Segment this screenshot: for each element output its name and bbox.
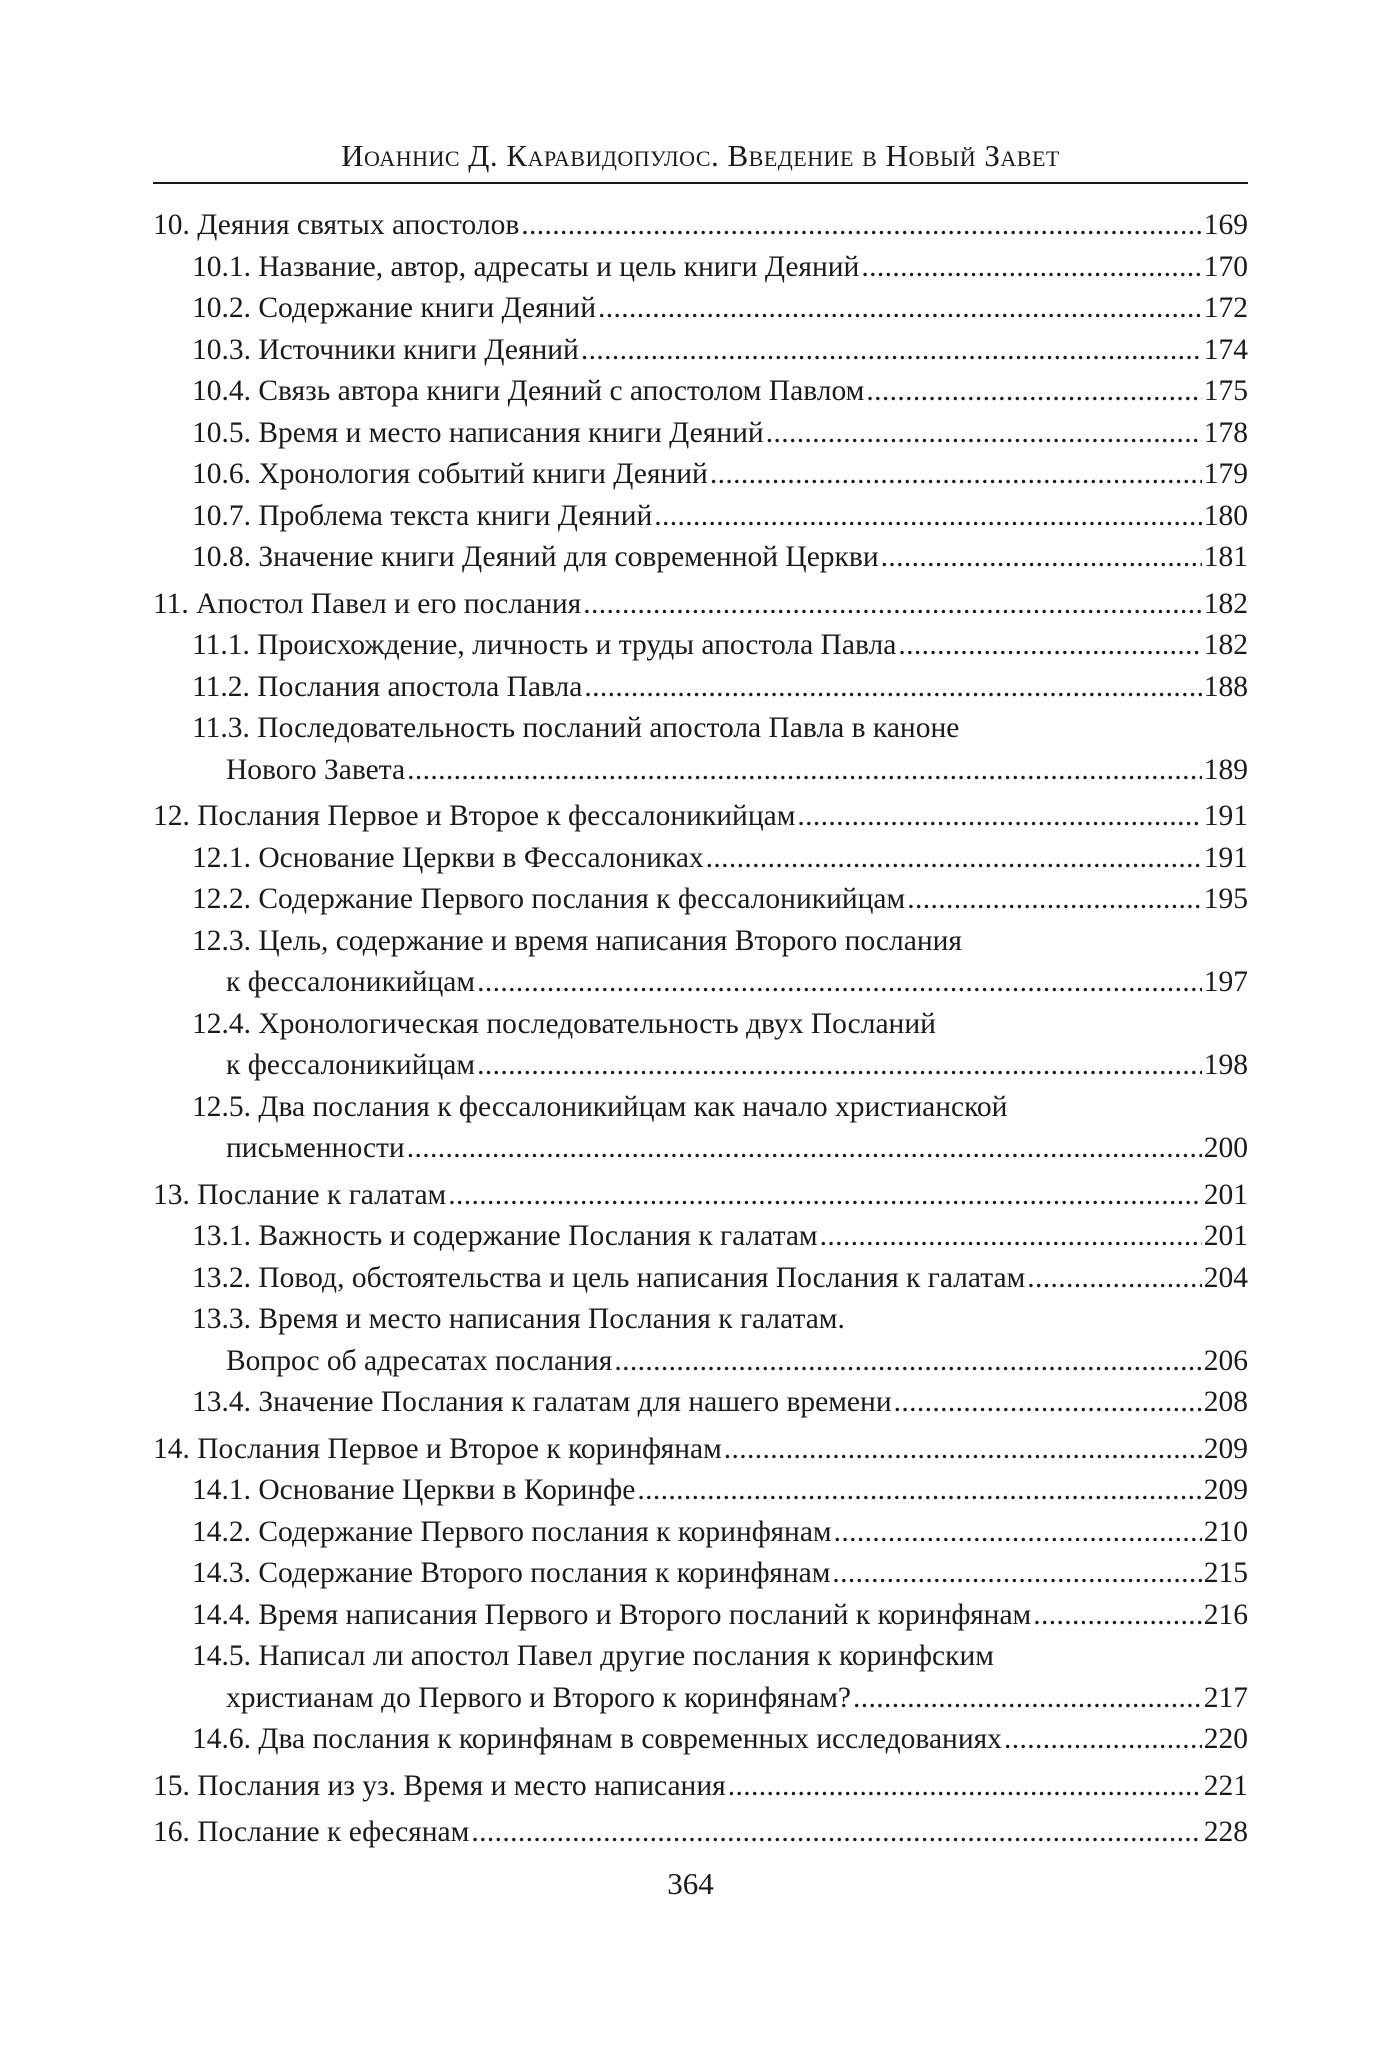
toc-section-title: 11.3. Последовательность посланий апостола Павла в каноне xyxy=(192,712,960,744)
dot-leader xyxy=(637,1470,1201,1512)
toc-section-entry xyxy=(153,708,1248,791)
dot-leader xyxy=(797,796,1201,838)
toc-chapter-title: 10. Деяния святых апостолов xyxy=(153,209,520,241)
toc-section-entry xyxy=(153,454,1248,496)
toc-section-title: 14.4. Время написания Первого и Второго посланий к коринфянам xyxy=(192,1598,1032,1631)
toc-chapter-entry xyxy=(153,1766,1248,1808)
toc-chapter xyxy=(153,1766,1248,1808)
toc-page-number: 206 xyxy=(1203,1344,1248,1377)
toc-section-title: 12.1. Основание Церкви в Фессалониках xyxy=(192,841,704,874)
toc-page-number: 209 xyxy=(1203,1432,1248,1465)
toc-section-title: 14.2. Содержание Первого послания к коринфянам xyxy=(192,1515,832,1548)
toc-page-number: 197 xyxy=(1203,966,1248,998)
toc-page-number: 169 xyxy=(1203,209,1248,241)
toc-page-number: 215 xyxy=(1203,1557,1248,1589)
running-header: Иоаннис Д. Каравидопулос. Введение в Новый Завет xyxy=(341,138,1060,173)
dot-leader xyxy=(881,537,1202,579)
toc-section-title: 11.1. Происхождение, личность и труды апостола Павла xyxy=(192,629,897,661)
toc-section-entry xyxy=(153,371,1248,413)
toc-section-entry xyxy=(153,288,1248,330)
toc-chapter-entry xyxy=(153,584,1248,626)
toc-section-title: 10.7. Проблема текста книги Деяний xyxy=(192,499,653,532)
toc-chapter-entry xyxy=(153,1175,1248,1217)
toc-page-number: 191 xyxy=(1203,800,1248,832)
toc-page-number: 198 xyxy=(1203,1049,1248,1081)
dot-leader xyxy=(407,1128,1202,1170)
toc-section-entry xyxy=(153,1719,1248,1761)
toc-page-number: 174 xyxy=(1203,333,1248,366)
toc-section-title: 10.2. Содержание книги Деяний xyxy=(192,292,596,324)
toc-section-entry xyxy=(153,1553,1248,1595)
toc-page-number: 209 xyxy=(1203,1474,1248,1506)
toc-section-entry xyxy=(153,537,1248,579)
dot-leader xyxy=(834,1512,1202,1554)
toc-chapter-title: 11. Апостол Павел и его послания xyxy=(153,587,582,620)
toc-section-title: 10.5. Время и место написания книги Деяний xyxy=(192,416,764,449)
dot-leader xyxy=(477,962,1202,1004)
toc-page-number: 179 xyxy=(1203,458,1248,490)
toc-section-entry xyxy=(153,921,1248,1004)
dot-leader xyxy=(581,330,1202,372)
toc-chapter xyxy=(153,1429,1248,1761)
dot-leader xyxy=(724,1429,1202,1471)
toc-page-number: 188 xyxy=(1203,670,1248,703)
toc-section-entry xyxy=(153,625,1248,667)
toc-section-entry xyxy=(153,413,1248,455)
toc-page-number: 170 xyxy=(1203,250,1248,283)
toc-section-title: 13.2. Повод, обстоятельства и цель написания Послания к галатам xyxy=(192,1261,1026,1294)
toc-section-title: Нового Завета xyxy=(226,753,406,786)
toc-page-number: 210 xyxy=(1203,1515,1248,1548)
toc-section-title: 14.1. Основание Церкви в Коринфе xyxy=(192,1474,636,1506)
dot-leader xyxy=(584,667,1201,709)
toc-section-entry xyxy=(153,1299,1248,1382)
toc-chapter-title: 13. Послание к галатам xyxy=(153,1178,447,1211)
toc-page-number: 178 xyxy=(1203,416,1248,449)
toc-section-entry xyxy=(153,330,1248,372)
toc-section-title: 10.4. Связь автора книги Деяний с апостолом Павлом xyxy=(192,375,865,407)
dot-leader xyxy=(866,371,1201,413)
dot-leader xyxy=(598,288,1202,330)
dot-leader xyxy=(1033,1595,1202,1637)
dot-leader xyxy=(448,1175,1202,1217)
toc-page-number: 195 xyxy=(1203,883,1248,915)
dot-leader xyxy=(614,1341,1201,1383)
dot-leader xyxy=(1027,1258,1202,1300)
toc-section-entry xyxy=(153,1087,1248,1170)
dot-leader xyxy=(894,1382,1202,1424)
toc-section-entry xyxy=(153,667,1248,709)
dot-leader xyxy=(766,413,1202,455)
toc-section-entry xyxy=(153,879,1248,921)
dot-leader xyxy=(832,1553,1201,1595)
dot-leader xyxy=(728,1766,1202,1808)
toc-page-number: 208 xyxy=(1203,1386,1248,1418)
toc-section-title: 13.4. Значение Послания к галатам для нашего времени xyxy=(192,1386,892,1418)
dot-leader xyxy=(907,879,1202,921)
dot-leader xyxy=(706,838,1202,880)
toc-chapter-entry xyxy=(153,1812,1248,1854)
toc-section-title: Вопрос об адресатах послания xyxy=(226,1344,613,1377)
toc-page-number: 172 xyxy=(1203,292,1248,324)
toc-section-entry xyxy=(153,1595,1248,1637)
toc-chapter-title: 15. Послания из уз. Время и место написания xyxy=(153,1769,726,1802)
toc-section-title: письменности xyxy=(226,1132,405,1164)
toc-chapter-title: 14. Послания Первое и Второе к коринфянам xyxy=(153,1432,722,1465)
toc-page-number: 221 xyxy=(1203,1769,1248,1802)
toc-chapter xyxy=(153,796,1248,1170)
dot-leader xyxy=(521,205,1201,247)
toc-section-title: 10.1. Название, автор, адресаты и цель книги Деяний xyxy=(192,250,860,283)
dot-leader xyxy=(820,1216,1202,1258)
toc-section-title: к фессалоникийцам xyxy=(226,1049,476,1081)
toc-chapter-entry xyxy=(153,796,1248,838)
dot-leader xyxy=(407,750,1202,792)
toc-section-title: 10.6. Хронология событий книги Деяний xyxy=(192,458,708,490)
toc-page-number: 189 xyxy=(1203,753,1248,786)
toc-page-number: 228 xyxy=(1203,1816,1248,1848)
toc-section-title: 12.3. Цель, содержание и время написания Второго послания xyxy=(192,924,962,957)
toc-chapter xyxy=(153,1812,1248,1854)
toc-chapter xyxy=(153,205,1248,579)
toc-section-title: 14.6. Два послания к коринфянам в современных исследованиях xyxy=(192,1723,1002,1755)
toc-section-title: 12.4. Хронологическая последовательность двух Посланий xyxy=(192,1007,936,1040)
toc-section-entry xyxy=(153,1004,1248,1087)
toc-chapter xyxy=(153,584,1248,792)
toc-section-entry xyxy=(153,1258,1248,1300)
header-rule xyxy=(153,182,1248,184)
toc-section-entry xyxy=(153,496,1248,538)
toc-section-title: 14.5. Написал ли апостол Павел другие послания к коринфским xyxy=(192,1640,994,1672)
dot-leader xyxy=(654,496,1201,538)
toc-section-entry xyxy=(153,1470,1248,1512)
toc-chapter-entry xyxy=(153,205,1248,247)
toc-page-number: 204 xyxy=(1203,1261,1248,1294)
toc-section-entry xyxy=(153,838,1248,880)
dot-leader xyxy=(898,625,1201,667)
toc-section-title: к фессалоникийцам xyxy=(226,966,476,998)
toc-chapter xyxy=(153,1175,1248,1424)
toc-section-title: христианам до Первого и Второго к коринфянам? xyxy=(226,1681,851,1714)
dot-leader xyxy=(861,247,1201,289)
toc-page-number: 181 xyxy=(1203,541,1248,573)
dot-leader xyxy=(471,1812,1201,1854)
toc-chapter-title: 16. Послание к ефесянам xyxy=(153,1816,470,1848)
toc-page-number: 191 xyxy=(1203,841,1248,874)
page-number: 364 xyxy=(667,1866,714,1901)
toc-chapter-title: 12. Послания Первое и Второе к фессалоникийцам xyxy=(153,800,796,832)
toc-section-entry xyxy=(153,1216,1248,1258)
toc-section-entry xyxy=(153,247,1248,289)
toc-page-number: 182 xyxy=(1203,587,1248,620)
toc-page-number: 201 xyxy=(1203,1220,1248,1252)
dot-leader xyxy=(1004,1719,1202,1761)
table-of-contents xyxy=(153,205,1248,1859)
toc-chapter-entry xyxy=(153,1429,1248,1471)
toc-section-title: 13.3. Время и место написания Послания к галатам. xyxy=(192,1303,845,1335)
toc-section-title: 10.3. Источники книги Деяний xyxy=(192,333,579,366)
dot-leader xyxy=(853,1678,1202,1720)
toc-page-number: 220 xyxy=(1203,1723,1248,1755)
toc-page-number: 217 xyxy=(1203,1681,1248,1714)
toc-section-entry xyxy=(153,1636,1248,1719)
toc-section-title: 14.3. Содержание Второго послания к коринфянам xyxy=(192,1557,831,1589)
toc-page-number: 216 xyxy=(1203,1598,1248,1631)
dot-leader xyxy=(477,1045,1202,1087)
toc-section-title: 12.2. Содержание Первого послания к фессалоникийцам xyxy=(192,883,906,915)
toc-page-number: 175 xyxy=(1203,375,1248,407)
toc-section-title: 12.5. Два послания к фессалоникийцам как начало христианской xyxy=(192,1090,1008,1123)
toc-section-title: 11.2. Послания апостола Павла xyxy=(192,670,583,703)
toc-section-title: 10.8. Значение книги Деяний для современной Церкви xyxy=(192,541,879,573)
toc-section-entry xyxy=(153,1382,1248,1424)
toc-page-number: 180 xyxy=(1203,499,1248,532)
toc-page-number: 182 xyxy=(1203,629,1248,661)
toc-page-number: 200 xyxy=(1203,1132,1248,1164)
dot-leader xyxy=(583,584,1202,626)
toc-page-number: 201 xyxy=(1203,1178,1248,1211)
toc-section-entry xyxy=(153,1512,1248,1554)
dot-leader xyxy=(710,454,1202,496)
toc-section-title: 13.1. Важность и содержание Послания к галатам xyxy=(192,1220,818,1252)
